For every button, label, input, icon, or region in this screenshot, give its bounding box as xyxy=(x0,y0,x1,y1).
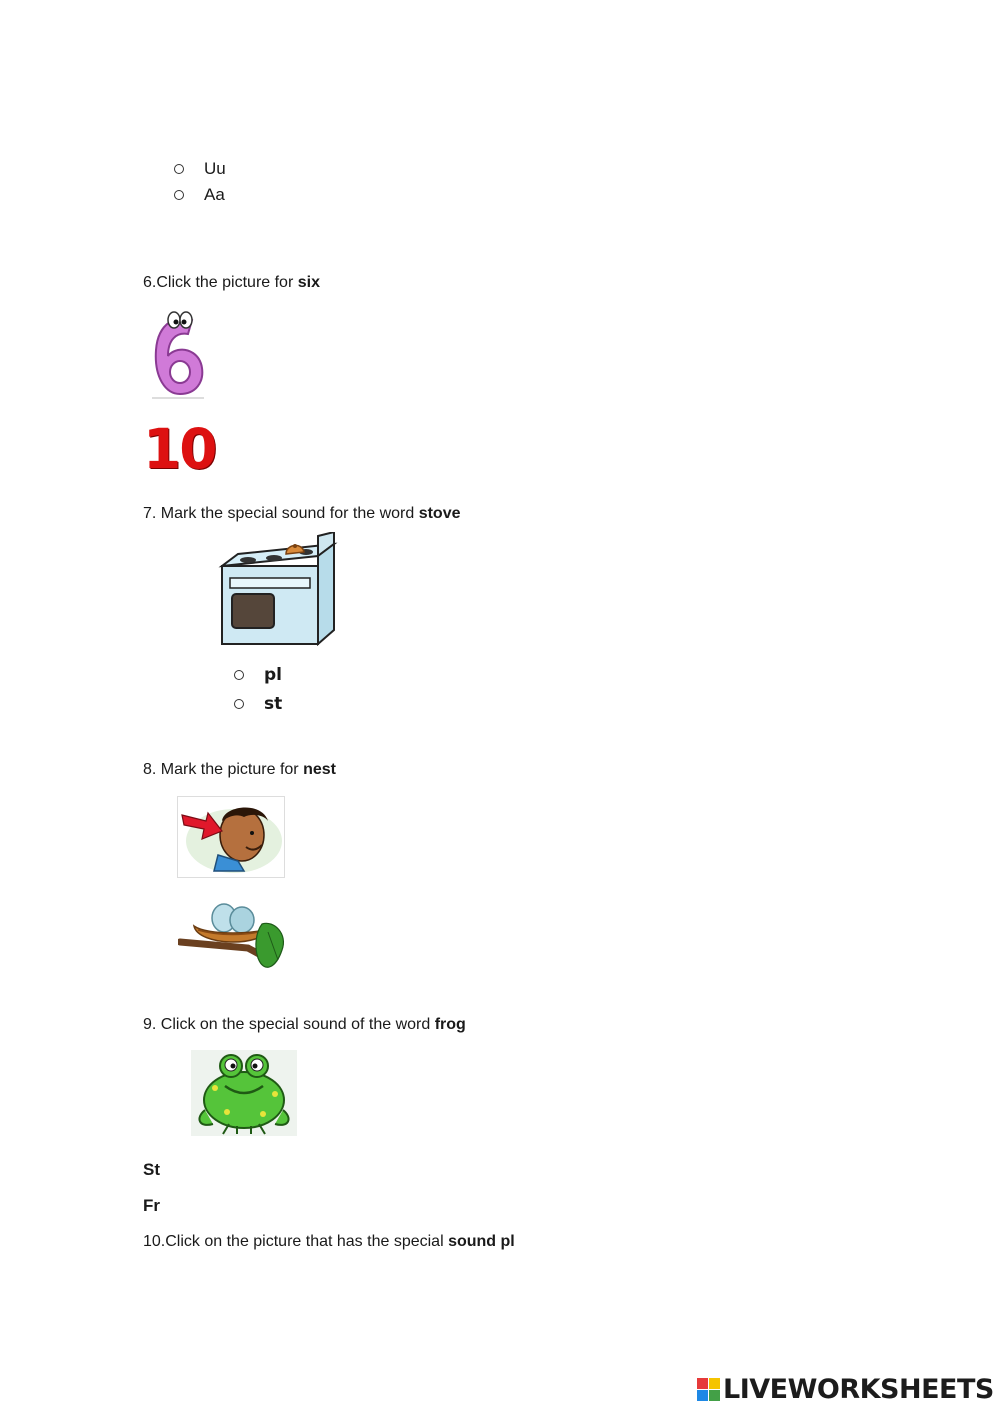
q9-keyword: frog xyxy=(434,1016,466,1033)
q7-option-pl[interactable] xyxy=(234,665,282,685)
nest-icon xyxy=(178,898,290,978)
cartoon-six-icon xyxy=(148,306,210,402)
q9-prompt xyxy=(143,1016,466,1034)
radio-bullet-icon xyxy=(174,190,184,200)
q10-keyword: sound pl xyxy=(448,1233,515,1250)
q6-prompt-text: 6.Click the picture for xyxy=(143,274,298,291)
frog-picture xyxy=(191,1050,297,1136)
q7-prompt-text: 7. Mark the special sound for the word xyxy=(143,505,419,522)
radio-bullet-icon xyxy=(234,699,244,709)
q7-prompt xyxy=(143,505,461,523)
radio-bullet-icon xyxy=(234,670,244,680)
q6-keyword: six xyxy=(297,274,320,291)
nest-picture[interactable] xyxy=(178,898,290,978)
q8-keyword: nest xyxy=(303,761,336,778)
liveworksheets-logo xyxy=(697,1374,994,1405)
radio-bullet-icon xyxy=(174,164,184,174)
q8-prompt xyxy=(143,761,336,779)
q7-option-label: st xyxy=(264,694,283,714)
q7-option-st[interactable] xyxy=(234,694,282,714)
q5-option-label: Aa xyxy=(204,185,225,204)
q9-option-st[interactable]: St xyxy=(143,1160,160,1179)
q5-option-aa[interactable] xyxy=(174,185,225,205)
q5-option-uu[interactable] xyxy=(174,159,226,179)
q9-option-fr[interactable]: Fr xyxy=(143,1196,160,1215)
six-picture[interactable] xyxy=(148,306,210,402)
q5-option-label: Uu xyxy=(204,159,226,178)
q6-prompt xyxy=(143,274,320,292)
liveworksheets-emblem-icon xyxy=(697,1378,720,1401)
q10-prompt-text: 10.Click on the picture that has the special xyxy=(143,1233,449,1250)
head-picture[interactable] xyxy=(177,796,285,878)
q9-prompt-text: 9. Click on the special sound of the word xyxy=(143,1016,435,1033)
ten-label: 10 xyxy=(143,417,216,481)
frog-icon xyxy=(191,1050,297,1136)
brand-text: LIVEWORKSHEETS xyxy=(723,1374,994,1405)
q7-keyword: stove xyxy=(418,505,461,522)
q8-prompt-text: 8. Mark the picture for xyxy=(143,761,304,778)
q7-option-label: pl xyxy=(264,665,282,685)
stove-picture xyxy=(218,532,338,646)
stove-icon xyxy=(218,532,338,646)
head-arrow-icon xyxy=(178,797,284,877)
ten-picture[interactable] xyxy=(143,417,223,481)
q10-prompt xyxy=(143,1233,515,1251)
